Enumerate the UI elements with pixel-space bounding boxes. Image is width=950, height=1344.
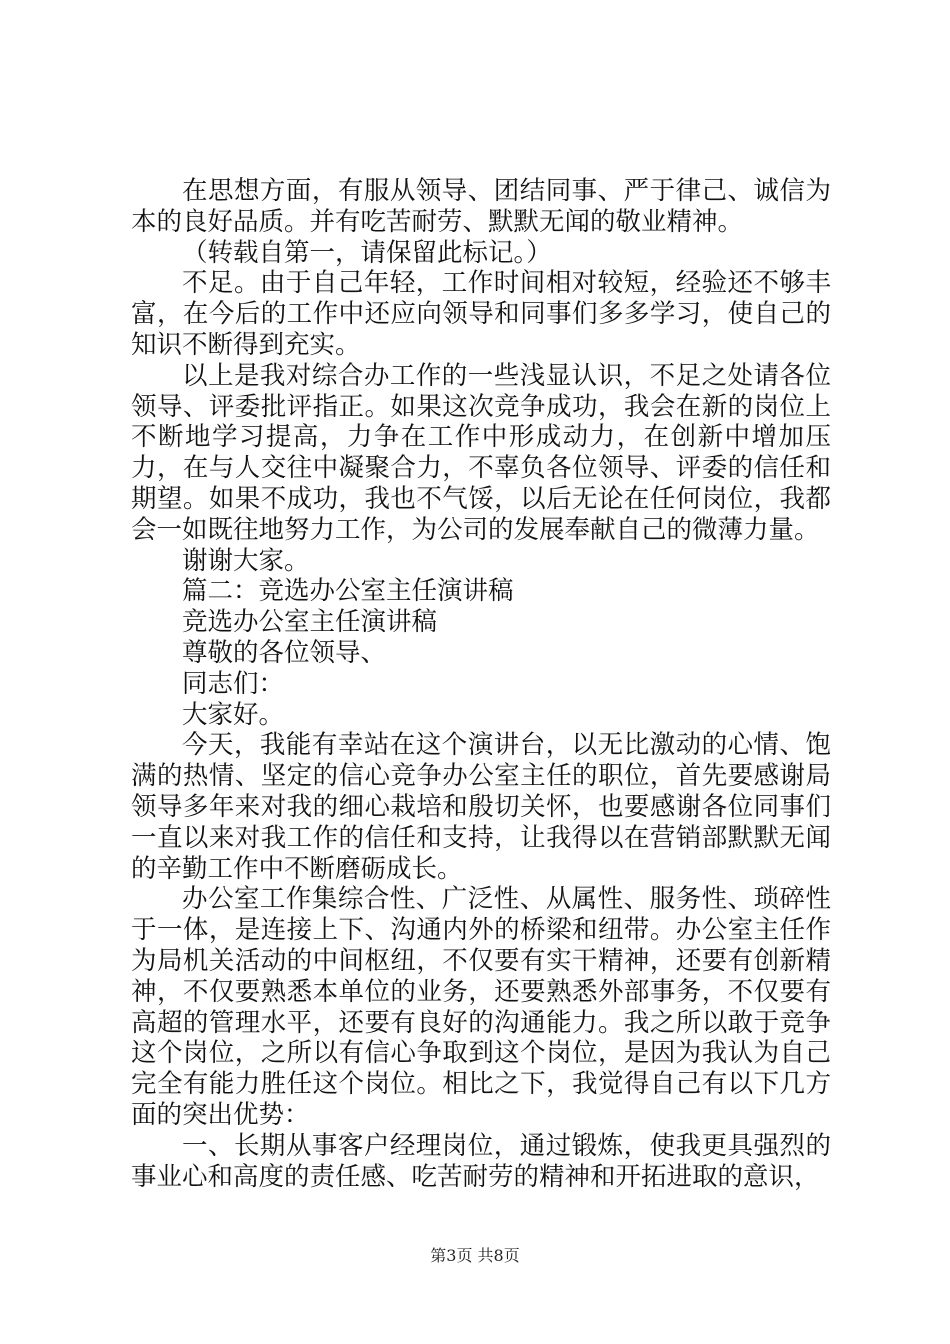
paragraph: 今天，我能有幸站在这个演讲台，以无比激动的心情、饱满的热情、坚定的信心竞争办公室主任的职位，首先要感谢局领导多年来对我的细心栽培和殷切关怀，也要感谢各位同事们一直以来对我工作的信任和支持，让我得以在营销部默默无闻的辛勤工作中不断磨砺成长。 [131,730,831,884]
paragraph: 在思想方面，有服从领导、团结同事、严于律己、诚信为本的良好品质。并有吃苦耐劳、默默无闻的敬业精神。 [131,176,831,237]
page-number-footer: 第3页 共8页 [430,1246,520,1265]
greeting: 大家好。 [182,699,285,730]
section-heading: 篇二：竞选办公室主任演讲稿 [182,576,514,607]
paragraph: （转载自第一，请保留此标记。） [182,237,552,268]
salutation: 尊敬的各位领导、 [182,637,387,668]
paragraph: 一、长期从事客户经理岗位，通过锻炼，使我更具强烈的事业心和高度的责任感、吃苦耐劳的精神和开拓进取的意识， [131,1130,831,1192]
document-body [131,176,831,1192]
paragraph: 以上是我对综合办工作的一些浅显认识，不足之处请各位领导、评委批评指正。如果这次竞争成功，我会在新的岗位上不断地学习提高，力争在工作中形成动力，在创新中增加压力，在与人交往中凝聚合力，不辜负各位领导、评委的信任和期望。如果不成功，我也不气馁，以后无论在任何岗位，我都会一如既往地努力工作，为公司的发展奉献自己的微薄力量。 [131,360,831,545]
paragraph: 办公室工作集综合性、广泛性、从属性、服务性、琐碎性于一体，是连接上下、沟通内外的桥梁和纽带。办公室主任作为局机关活动的中间枢纽，不仅要有实干精神，还要有创新精神，不仅要熟悉本单位的业务，还要熟悉外部事务，不仅要有高超的管理水平，还要有良好的沟通能力。我之所以敢于竞争这个岗位，之所以有信心争取到这个岗位，是因为我认为自己完全有能力胜任这个岗位。相比之下，我觉得自己有以下几方面的突出优势： [131,884,831,1130]
paragraph: 谢谢大家。 [182,545,310,576]
salutation: 同志们： [182,668,285,699]
paragraph: 不足。由于自己年轻，工作时间相对较短，经验还不够丰富，在今后的工作中还应向领导和同事们多多学习，使自己的知识不断得到充实。 [131,268,831,360]
speech-title: 竞选办公室主任演讲稿 [182,607,438,638]
